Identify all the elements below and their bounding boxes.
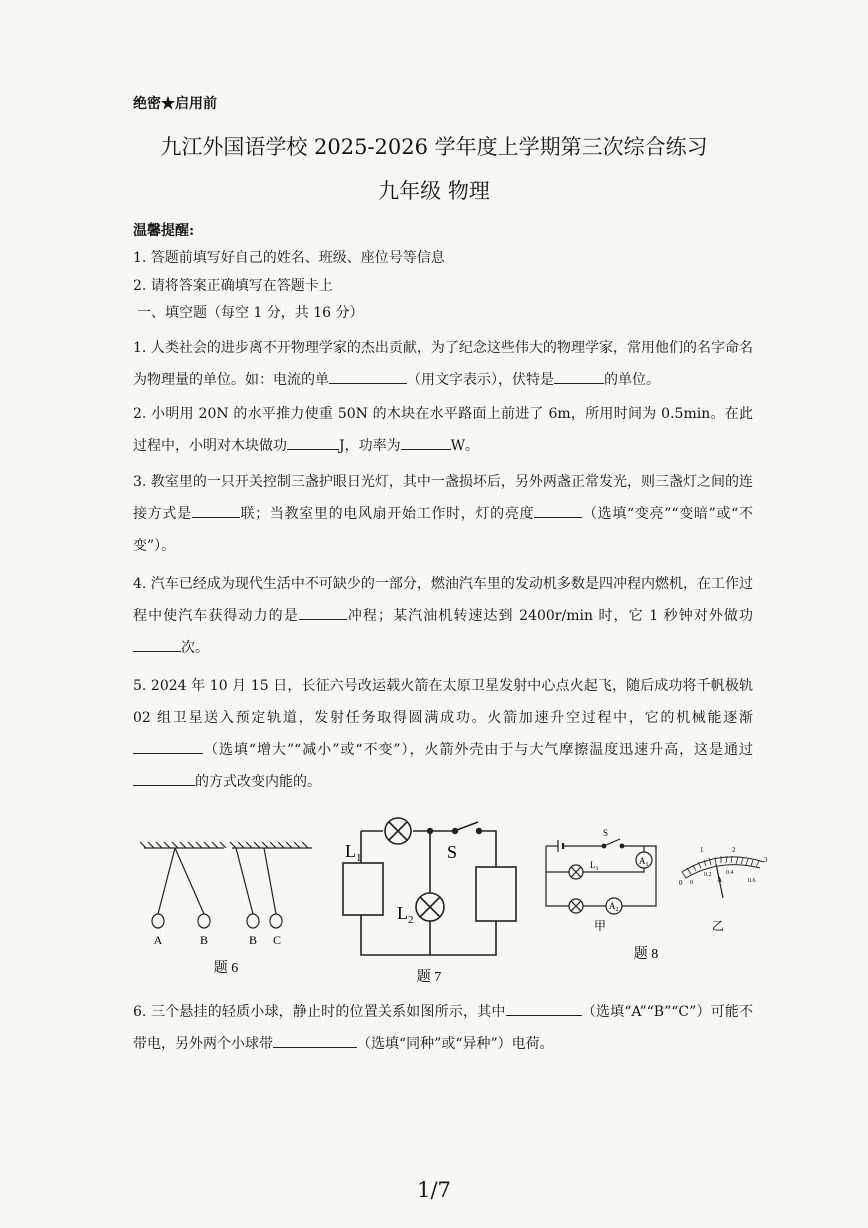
question-text: 冲程；某汽油机转速达到 2400r/min 时，它 1 秒钟对外做功 xyxy=(346,608,753,624)
answer-blank[interactable] xyxy=(287,435,339,450)
answer-blank[interactable] xyxy=(133,637,181,652)
question-text: （选填“变亮”“变暗”或“不变”）。 xyxy=(133,506,754,554)
question-4 xyxy=(133,568,753,664)
circuit-label: 甲 xyxy=(593,919,607,933)
answer-blank[interactable] xyxy=(534,503,582,518)
question-text: 2. 小明用 20N 的水平推力使重 50N 的木块在水平路面上前进了 6m，所用时间为 0.5min。在此过程中，小明对木块做功 xyxy=(133,406,753,454)
answer-blank[interactable] xyxy=(401,435,451,450)
figure-caption: 题 6 xyxy=(213,961,239,976)
answer-blank[interactable] xyxy=(329,369,407,384)
meter-label: 乙 xyxy=(711,919,725,933)
ammeter-dial xyxy=(682,856,764,898)
question-text: 5. 2024 年 10 月 15 日，长征六号改运载火箭在太原卫星发射中心点火起飞，随后成功将千帆极轨 02 组卫星送入预定轨道，发射任务取得圆满成功。火箭加速升空过程中，它的机械能逐渐 xyxy=(133,678,753,726)
meter-tick: 0.6 xyxy=(748,878,756,884)
question-6 xyxy=(133,996,753,1060)
meter-tick: 1 xyxy=(700,846,704,854)
ammeter-a1-label: $A_1$ xyxy=(639,856,649,868)
lamp-label-l1: $L_1$ xyxy=(590,860,599,872)
ball-label: A xyxy=(153,933,163,947)
lamp-label-l2: $L_2$ xyxy=(397,903,414,926)
question-text: （选填“增大”“减小”或“不变”），火箭外壳由于与大气摩擦温度迅速升高，这是通过 xyxy=(203,742,753,758)
answer-blank[interactable] xyxy=(506,1001,582,1016)
answer-blank[interactable] xyxy=(192,503,240,518)
question-text: J，功率为 xyxy=(339,438,401,454)
question-1 xyxy=(133,332,753,396)
figure-caption: 题 8 xyxy=(633,947,659,962)
question-text: （选填“A”“B”“C”）可能不带电，另外两个小球带 xyxy=(133,1004,753,1052)
meter-tick: 0 xyxy=(679,879,683,887)
answer-blank[interactable] xyxy=(133,771,195,786)
question-text: W。 xyxy=(450,438,480,454)
question-text: 1. 人类社会的进步离不开物理学家的杰出贡献，为了纪念这些伟大的物理学家，常用他们的名字命名为物理量的单位。如：电流的单 xyxy=(133,340,753,388)
question-text: 的方式改变内能的。 xyxy=(195,774,321,790)
switch-label: S xyxy=(447,842,458,862)
meter-tick: 0 xyxy=(690,880,693,886)
answer-blank[interactable] xyxy=(299,605,347,620)
confidential-mark: 绝密★启用前 xyxy=(133,96,217,112)
question-text: （用文字表示），伏特是 xyxy=(407,372,554,388)
tips-title: 温馨提醒: xyxy=(133,223,195,239)
ball-label: B xyxy=(199,933,209,947)
page-number: 1/7 xyxy=(417,1178,451,1202)
figure-8 xyxy=(540,820,772,970)
question-text: 的单位。 xyxy=(604,372,660,388)
meter-tick: 2 xyxy=(732,846,736,854)
exam-subtitle: 九年级 物理 xyxy=(378,179,490,203)
exam-title: 九江外国语学校 2025-2026 学年度上学期第三次综合练习 xyxy=(160,135,708,159)
answer-blank[interactable] xyxy=(273,1033,357,1048)
question-3 xyxy=(133,466,753,562)
ammeter-a2-label: $A_2$ xyxy=(609,901,619,913)
question-text: （选填“同种”或“异种”）电荷。 xyxy=(357,1036,554,1052)
meter-tick: 3 xyxy=(764,856,768,864)
answer-blank[interactable] xyxy=(133,739,203,754)
figure-7 xyxy=(333,815,533,987)
meter-tick: 0.4 xyxy=(726,870,734,876)
section-heading: 一、填空题（每空 1 分，共 16 分） xyxy=(137,305,364,321)
question-text: 6. 三个悬挂的轻质小球，静止时的位置关系如图所示，其中 xyxy=(133,1004,506,1020)
ball-label: B xyxy=(248,933,258,947)
question-text: 3. 教室里的一只开关控制三盏护眼日光灯，其中一盏损坏后，另外两盏正常发光，则三盏灯之间的连接方式是 xyxy=(133,474,753,522)
meter-unit: A xyxy=(717,876,723,884)
answer-blank[interactable] xyxy=(554,369,604,384)
meter-tick: 0.2 xyxy=(704,872,712,878)
ball-label: C xyxy=(272,933,282,947)
question-text: 4. 汽车已经成为现代生活中不可缺少的一部分，燃油汽车里的发动机多数是四冲程内燃机，在工作过程中使汽车获得动力的是 xyxy=(133,576,753,624)
question-text: 次。 xyxy=(181,640,209,656)
figure-caption: 题 7 xyxy=(416,970,442,985)
question-5 xyxy=(133,670,753,798)
lamp-label-l1: $L_1$ xyxy=(345,841,362,864)
tip-item: 1. 答题前填写好自己的姓名、班级、座位号等信息 xyxy=(133,250,445,266)
switch-label: S xyxy=(603,828,609,838)
tip-item: 2. 请将答案正确填写在答题卡上 xyxy=(133,278,333,294)
figure-6 xyxy=(140,838,320,988)
question-text: 联；当教室里的电风扇开始工作时，灯的亮度 xyxy=(239,506,535,522)
question-2 xyxy=(133,398,753,462)
